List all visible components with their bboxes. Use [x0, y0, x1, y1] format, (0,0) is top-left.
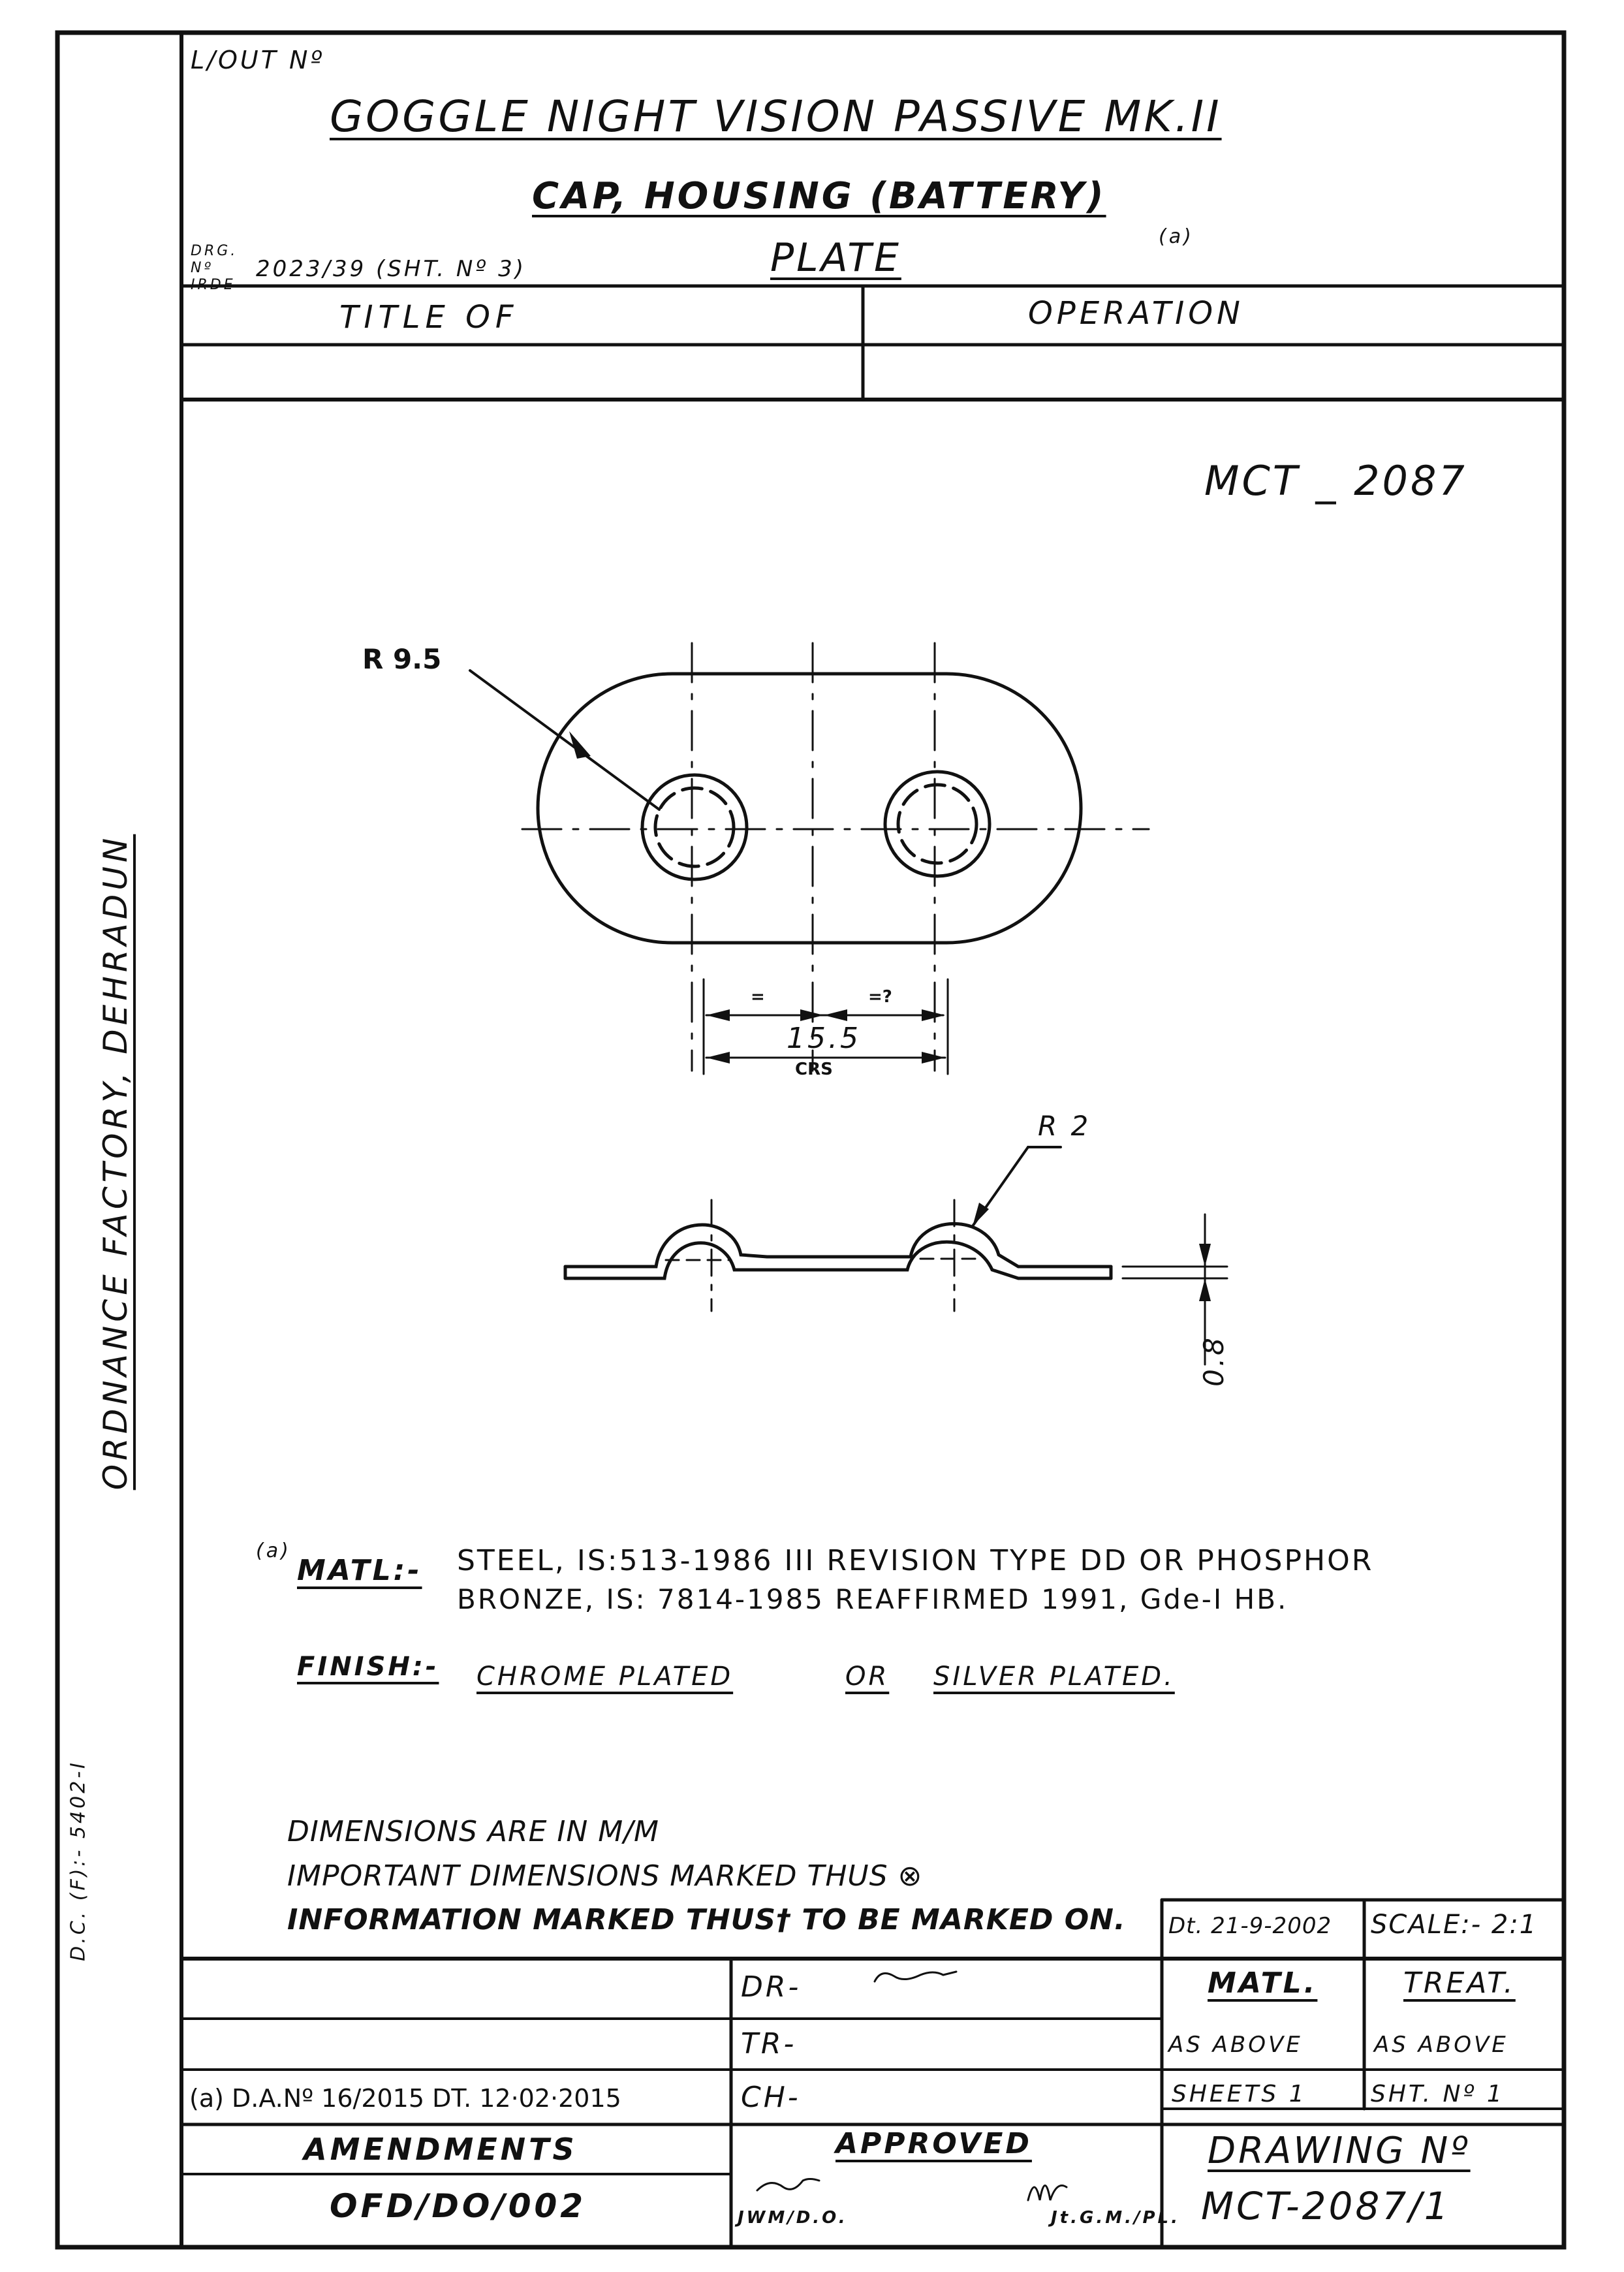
- r95-leader: [470, 671, 659, 810]
- amendments-ref: OFD/DO/002: [330, 2187, 587, 2225]
- part-name: PLATE: [770, 235, 901, 281]
- drawing-title: GOGGLE NIGHT VISION PASSIVE MK.II: [330, 91, 1222, 142]
- finish-chrome: CHROME PLATED: [476, 1662, 734, 1692]
- matl-label: MATL:-: [297, 1554, 422, 1587]
- amend-mark-header: (a): [1159, 225, 1194, 248]
- equal-right-label: =?: [868, 987, 892, 1007]
- matl-line1: STEEL, IS:513-1986 III REVISION TYPE DD OR PHOSPHOR: [457, 1544, 1374, 1577]
- plate-outline: [538, 674, 1081, 943]
- left-boss-outer: [642, 775, 747, 879]
- drawing-subtitle: CAP, HOUSING (BATTERY): [532, 175, 1106, 217]
- layout-no-label: L/OUT Nº: [191, 46, 325, 74]
- finish-label: FINISH:-: [297, 1652, 439, 1682]
- right-boss-outer: [885, 772, 990, 876]
- approved-label: APPROVED: [835, 2127, 1032, 2160]
- side-profile-bottom: [565, 1242, 1111, 1278]
- amendments-label: AMENDMENTS: [304, 2132, 578, 2167]
- drawing-no-label: DRAWING Nº: [1208, 2130, 1471, 2172]
- centres-dimension-sub: CRS: [795, 1060, 833, 1079]
- approver-left: JWM/D.O.: [738, 2208, 848, 2228]
- dims-note-1: DIMENSIONS ARE IN M/M: [287, 1815, 659, 1848]
- radius-side-label: R 2: [1038, 1110, 1091, 1142]
- centres-dimension: 15.5: [787, 1022, 861, 1055]
- matl-head: MATL.: [1208, 1966, 1318, 2000]
- matl-amend-mark: (a): [256, 1539, 291, 1562]
- date-cell: Dt. 21-9-2002: [1168, 1913, 1332, 1939]
- approver-signature-right: [1028, 2186, 1067, 2201]
- amendment-entry: (a) D.A.Nº 16/2015 DT. 12·02·2015: [189, 2084, 621, 2113]
- dr-signature: [875, 1972, 956, 1981]
- approver-signature-left: [757, 2179, 819, 2191]
- equal-left-label: =: [751, 987, 765, 1007]
- finish-silver: SILVER PLATED.: [933, 1662, 1175, 1692]
- drg-no-label: DRG. Nº IRDE-: [191, 243, 243, 293]
- operation-label: OPERATION: [1028, 295, 1244, 332]
- right-boss-hidden: [898, 785, 976, 863]
- drawing-no: MCT-2087/1: [1201, 2184, 1451, 2228]
- drg-no-value: 2023/39 (SHT. Nº 3): [256, 256, 526, 282]
- left-boss-hidden: [655, 788, 734, 866]
- treat-head: TREAT.: [1403, 1966, 1516, 2000]
- form-code: D.C. (F):- 5402-I: [67, 1760, 90, 1961]
- side-profile-top: [565, 1223, 1111, 1267]
- factory-name: ORDNANCE FACTORY, DEHRADUN: [97, 834, 134, 1491]
- dims-note-3: INFORMATION MARKED THUS† TO BE MARKED ON.: [287, 1903, 1126, 1936]
- ch-label: CH-: [741, 2081, 801, 2114]
- approver-right: Jt.G.M./PL.: [1051, 2208, 1180, 2228]
- radius-top-label: R 9.5: [362, 643, 442, 675]
- drawing-ref: MCT _ 2087: [1204, 457, 1467, 505]
- dims-note-2: IMPORTANT DIMENSIONS MARKED THUS ⊗: [287, 1859, 923, 1893]
- scale-cell: SCALE:- 2:1: [1371, 1910, 1538, 1940]
- matl-value: AS ABOVE: [1168, 2032, 1303, 2058]
- tr-label: TR-: [741, 2027, 797, 2060]
- sheets-cell: SHEETS 1: [1172, 2081, 1307, 2107]
- thickness-label: 0.8: [1197, 1335, 1230, 1387]
- dr-label: DR-: [741, 1970, 802, 2004]
- matl-line2: BRONZE, IS: 7814-1985 REAFFIRMED 1991, Gde-I HB.: [457, 1583, 1288, 1615]
- title-of-label: TITLE OF: [339, 299, 519, 336]
- finish-or: OR: [845, 1662, 890, 1692]
- sht-no-cell: SHT. Nº 1: [1371, 2081, 1505, 2107]
- treat-value: AS ABOVE: [1374, 2032, 1508, 2058]
